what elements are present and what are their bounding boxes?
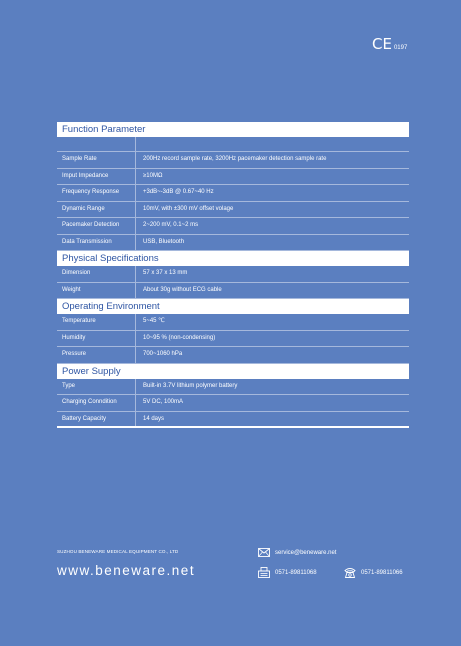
section-title-physical: Physical Specifications [57,251,409,266]
row-value [136,137,409,151]
phone-contact[interactable] [344,567,403,578]
envelope-icon [258,548,270,557]
row-label: Pressure [57,347,136,363]
row-value: About 30g without ECG cable [143,286,222,293]
row-value: 2~200 mV, 0.1~2 ms [143,222,199,228]
row-label: Pacemaker Detection [57,218,136,234]
row-value: 200Hz record sample rate, 3200Hz pacemaker detection sample rate [143,156,327,162]
telephone-icon [344,567,356,578]
section-title-power: Power Supply [57,364,409,379]
row-value: ≥10MΩ [143,172,163,179]
row-value: 14 days [143,415,165,422]
row-value: 5V DC, 100mA [143,399,184,405]
row-label: Data Transmission [57,235,136,251]
spec-table [57,122,409,428]
email-text: service@beneware.net [275,549,337,556]
row-label [57,137,136,151]
table-row [57,379,409,396]
table-row [57,185,409,202]
row-label: Dynamic Range [57,202,136,218]
section-title-function: Function Parameter [57,122,409,137]
table-row [57,202,409,219]
row-value: 57 x 37 x 13 mm [143,270,188,276]
table-row [57,235,409,252]
row-value: 10mV, with ±300 mV offset volage [143,205,234,212]
table-row [57,283,409,300]
row-label: Weight [57,283,136,299]
website-link[interactable]: www.beneware.net [57,563,196,578]
row-label: Humidity [57,331,136,347]
fax-contact [258,567,317,578]
row-value: 5~45 ℃ [143,318,165,324]
row-label: Temperature [57,314,136,330]
fax-text: 0571-89811068 [275,569,317,576]
ce-number: 0197 [393,45,408,51]
row-value: 700~1060 hPa [143,351,183,357]
table-row [57,218,409,235]
row-label: Sample Rate [57,152,136,168]
table-row [57,395,409,412]
row-label: Dimension [57,266,136,282]
row-label: Imput Impedance [57,169,136,185]
table-row [57,331,409,348]
table-row [57,347,409,364]
ce-mark [372,37,407,52]
email-contact[interactable] [258,548,336,557]
table-row [57,314,409,331]
table-row [57,412,409,429]
row-label: Frequency Response [57,185,136,201]
table-row [57,169,409,186]
row-label: Battery Capacity [57,412,136,427]
table-row [57,152,409,169]
row-label: Type [57,379,136,395]
company-name: SUZHOU BENEWARE MEDICAL EQUIPMENT CO., LTD [57,549,179,554]
row-label: Charging Conndition [57,395,136,411]
fax-icon [258,567,270,578]
row-value: 10~95 % (non-condensing) [143,334,216,341]
table-row [57,266,409,283]
phone-text: 0571-89811066 [361,569,403,576]
ce-letters: CE [372,35,392,53]
row-value: +3dB~-3dB @ 0.67~40 Hz [143,189,214,195]
row-value: Built-in 3.7V lithium polymer battery [143,382,238,389]
section-title-operating: Operating Environment [57,299,409,314]
row-value: USB, Bluetooth [143,238,185,245]
table-row [57,137,409,152]
